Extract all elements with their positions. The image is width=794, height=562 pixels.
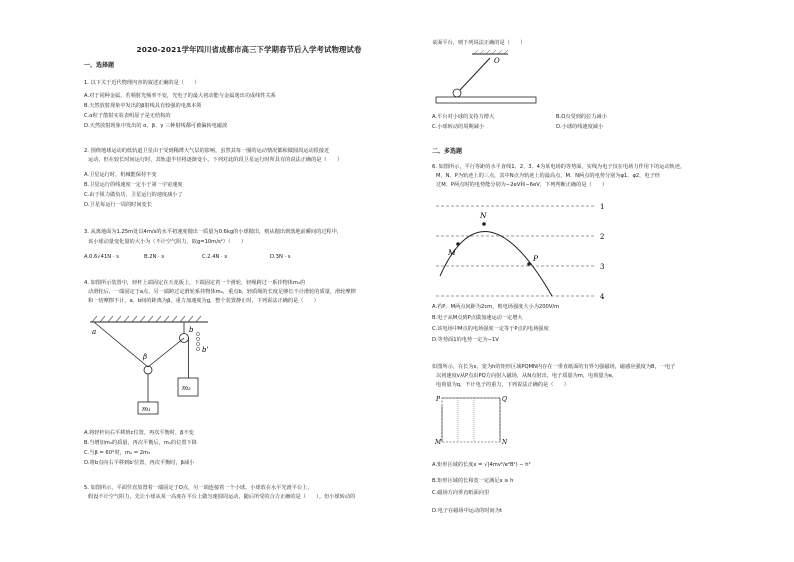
q6-option-d: D.等势面1的电势一定为−1V: [432, 337, 499, 343]
q6-stem-1: 6. 如图所示，平行等距的水平直线1、2、3、4为某电场的等势面，实线为电子仅在电场力作用下的运动轨迹，: [432, 164, 686, 170]
q1-option-b: B.天然放射现象中发出的β射线具有较强的电离本领: [84, 103, 202, 109]
q5-stem-cont: 桌面平台，则下列说法正确的是（ ）: [432, 40, 526, 46]
q2-option-c: C.由于阻力做负功，卫星运行的速度减小了: [84, 192, 183, 198]
q6-option-b: B.电子从M点到P点做加速运动一定增大: [432, 315, 523, 321]
q7-label-q: Q: [502, 396, 507, 403]
q5-pendulum-figure: [432, 50, 542, 112]
q4-label-m2: m₂: [182, 384, 191, 392]
q2-stem-2: 运动，但在较长时间运行时，其轨道半径将逐渐变小。下列对此阶段卫星运行时所具有的说法正确的是（ ）: [88, 157, 343, 163]
q4-option-b: B.当增加m₂的质量，再次平衡后，m₁的位置下降: [84, 440, 197, 446]
section-multi-choice: 二、多选题: [432, 148, 463, 155]
q4-stem-1: 4. 如图所示装置中，轻杆上端固定在天花板上，下端固定着一个滑轮，轻绳跨过一系挂物体m₁的: [84, 280, 306, 286]
q2-option-a: A.卫星运行时，机械能保持不变: [84, 172, 157, 178]
q7-stem-3: 电荷量为q，不计电子的重力，下列说法正确的是（ ）: [436, 382, 569, 388]
q6-line-4: 4: [600, 293, 605, 301]
q4-stem-2: 动滑轮后，一端固定于a点，另一端跨过定滑轮系挂物体m₂，重点b，轻质绳的长度足够长不计滑轮的质量，滑轮摩擦: [88, 289, 356, 295]
q7-stem-1: 如图所示，在长为x、宽为h的矩形区域PQMN内存在一垂直纸面的有界匀强磁场，磁感应强度为B，一电子: [432, 364, 676, 370]
q2-option-d: D.卫星每运行一周的时间变长: [84, 202, 152, 208]
q3-option-d: D.3N · s: [270, 254, 291, 260]
q4-label-a: a: [92, 328, 97, 336]
q4-label-b-prime: b': [202, 346, 209, 354]
q5-option-a: A.平台对小球的支持力增大: [432, 114, 495, 120]
q6-line-1: 1: [600, 203, 605, 211]
q6-option-c: C.该电场中M点的电场强度一定等于P点的电场强度: [432, 326, 549, 332]
q1-option-c: C.α粒子散射实验表明原子是无结构的: [84, 113, 171, 119]
q2-stem-1: 2. 围绕地球运动的低轨道卫星由于受到稀薄大气层的影响，虽然其每一圈的运动情况都和做圆周运动很接近: [84, 148, 330, 154]
q4-option-c: C.当β = 60°时，m₁ = 2m₂: [84, 450, 151, 456]
q6-point-m: M: [448, 248, 456, 257]
q3-stem-2: 该小球动量变化量的大小为（不计空气阻力，取g=10m/s²）（ ）: [88, 239, 247, 245]
q7-option-c: C.磁场方向垂直纸面向里: [432, 490, 490, 496]
q1-option-a: A.对于同种金属，若频射光频率不变，光电子的最大初动能与金属逸出功成线性关系: [84, 93, 276, 99]
q3-option-a: A.0.6√41N · s: [84, 254, 119, 260]
q3-option-b: B.2N · s: [144, 254, 165, 260]
q7-stem-2: 以初速度v从P点沿PQ方向射入磁场，从N点射出，电子质量为m，电荷量为e，: [436, 373, 618, 379]
q6-point-p: P: [533, 254, 539, 263]
q6-point-n: N: [480, 211, 487, 220]
q5-option-c: C.小球转动的周期减小: [432, 124, 484, 130]
q4-label-m1: m₁: [142, 405, 151, 413]
exam-title: 2020-2021学年四川省成都市高三下学期春节后入学考试物理试卷: [136, 45, 362, 54]
q3-stem-1: 3. 从离地面为1.25m处以4m/s的水平初速度抛出一质量为0.6kg的小球抛出，则从抛出到落地前瞬间的过程中，: [84, 229, 343, 235]
q4-option-d: D.将b点向右平移到b'位置，再次平衡时，β减小: [84, 460, 195, 466]
q4-label-b: b: [189, 326, 194, 334]
q6-option-a: A.若P、M两点间距为2cm，则电场强度大小为200V/m: [432, 304, 560, 310]
q7-option-d: D.电子在磁场中运动的时间为t: [432, 508, 502, 514]
q6-stem-3: 过M、P两点时的电势能分别为−2eV和−6eV，下列判断正确的是（ ）: [436, 182, 608, 188]
q6-stem-2: M、N、P为轨迹上的三点，其中N点为轨迹上的最高点，M、N两点的电势分别为φ1、φ2，电子经: [436, 173, 660, 179]
q1-option-d: D.天然放射现象中发出的 α、β、γ 三种射线都可被偏转电磁波: [84, 123, 228, 129]
q7-label-n: N: [502, 439, 508, 446]
q2-option-b: B.卫星运行的线速度一定小于第一宇宙速度: [84, 182, 183, 188]
q1-stem: 1. 以下关于近代物理内容的叙述正确的是（ ）: [84, 80, 200, 86]
q7-option-a: A.矩形区域的长度x = √(4mv²/e²B²) − h²: [432, 462, 531, 468]
q4-stem-3: 和一切摩擦不计，a、b间的距离为β，重力加速度为g，整个装置静止时，下列说法正确的是（ ）: [88, 298, 319, 304]
q5-option-b: B.O点受到的拉力减小: [556, 114, 607, 120]
q5-option-d: D.小球的线速度减小: [556, 124, 604, 130]
q6-equipotential-figure: [434, 198, 614, 302]
q4-pulley-figure: [88, 310, 218, 425]
q6-line-3: 3: [600, 263, 605, 271]
q7-label-p: P: [436, 396, 441, 403]
q7-label-m: M: [435, 439, 442, 446]
q5-stem-2: 假设不计空气阻力，先让小球从某一高度在平台上做匀速圆周运动，随后所受的合力正确的是（ ）。但小球转动的: [88, 494, 356, 500]
q3-option-c: C.2.4N · s: [202, 254, 228, 260]
q7-option-b: B.矩形区域的长和宽一定满足x ≥ h: [432, 478, 514, 484]
q5-stem-1: 5. 如图所示，平面竖直放置着一端固定于O点，另一端连接着一个小球，小球放在水平光滑平台上，: [84, 485, 313, 491]
section-single-choice: 一、选择题: [84, 62, 115, 69]
q4-option-a: A.将轻杆向右平移到c位置，再次平衡时，β不变: [84, 430, 194, 436]
q7-magnetic-region-figure: [434, 392, 524, 454]
q5-label-o: O: [494, 57, 500, 65]
q4-label-beta: β: [143, 353, 148, 361]
q6-line-2: 2: [600, 233, 605, 241]
